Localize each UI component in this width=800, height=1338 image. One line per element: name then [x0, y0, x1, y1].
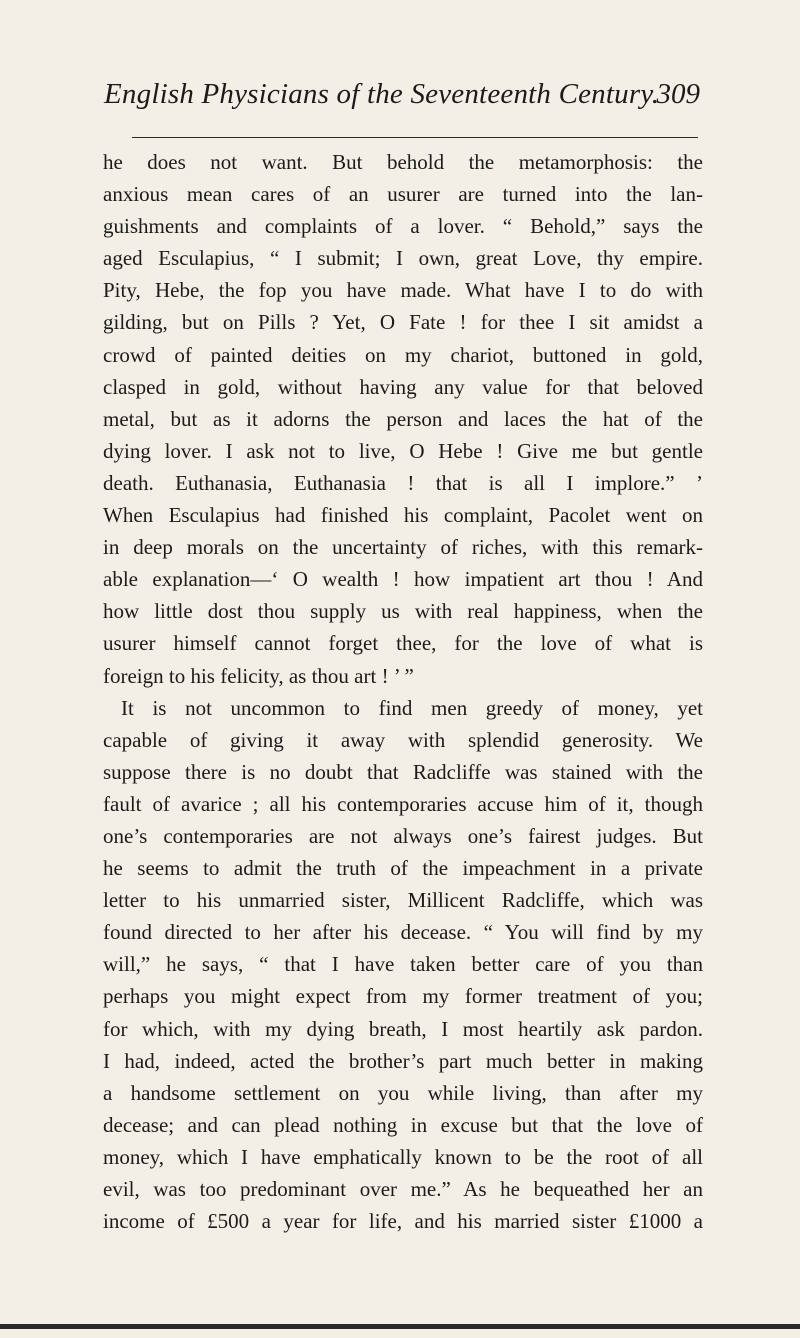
- text-line: suppose there is no doubt that Radcliffe was stained with the: [103, 759, 703, 784]
- header-rule: [132, 137, 698, 138]
- text-line: guishments and complaints of a lover. “ Behold,” says the: [103, 214, 703, 239]
- text-line: dying lover. I ask not to live, O Hebe ! Give me but gentle: [103, 438, 703, 463]
- text-line: for which, with my dying breath, I most heartily ask pardon.: [103, 1016, 703, 1041]
- text-line: clasped in gold, without having any value for that beloved: [103, 374, 703, 399]
- text-line: decease; and can plead nothing in excuse but that the love of: [103, 1112, 703, 1137]
- text-line: how little dost thou supply us with real happiness, when the: [103, 599, 703, 624]
- text-line: he does not want. But behold the metamorphosis: the: [103, 150, 703, 174]
- text-line: metal, but as it adorns the person and laces the hat of the: [103, 406, 703, 431]
- text-line: anxious mean cares of an usurer are turned into the lan-: [103, 182, 703, 207]
- text-line: foreign to his felicity, as thou art ! ’ ”: [103, 663, 414, 688]
- text-line: aged Esculapius, “ I submit; I own, great Love, thy empire.: [103, 246, 703, 271]
- text-line: evil, was too predominant over me.” As he bequeathed her an: [103, 1177, 703, 1201]
- body-text: [103, 146, 703, 1237]
- text-line: gilding, but on Pills ? Yet, O Fate ! for thee I sit amidst a: [103, 310, 703, 335]
- text-line: a handsome settlement on you while living, than after my: [103, 1080, 703, 1105]
- text-line: income of £500 a year for life, and his married sister £1000 a: [103, 1209, 703, 1234]
- text-line: capable of giving it away with splendid generosity. We: [103, 727, 703, 752]
- text-line: usurer himself cannot forget thee, for the love of what is: [103, 631, 703, 656]
- page-edge-rule: [0, 1324, 800, 1329]
- text-line: found directed to her after his decease. “ You will find by my: [103, 920, 703, 945]
- text-line: crowd of painted deities on my chariot, buttoned in gold,: [103, 342, 703, 367]
- text-line: I had, indeed, acted the brother’s part much better in making: [103, 1048, 703, 1073]
- text-line: in deep morals on the uncertainty of riches, with this remark-: [103, 535, 703, 560]
- page-number: 309: [656, 78, 700, 110]
- running-head: [104, 78, 700, 136]
- running-title: English Physicians of the Seventeenth Century.: [104, 78, 660, 110]
- text-line: letter to his unmarried sister, Millicent Radcliffe, which was: [103, 888, 703, 913]
- text-line: will,” he says, “ that I have taken better care of you than: [103, 952, 703, 977]
- text-line: he seems to admit the truth of the impeachment in a private: [103, 856, 703, 881]
- text-line: Pity, Hebe, the fop you have made. What have I to do with: [103, 278, 703, 303]
- text-line: able explanation—‘ O wealth ! how impatient art thou ! And: [103, 567, 703, 592]
- text-line: death. Euthanasia, Euthanasia ! that is all I implore.” ’: [103, 470, 703, 495]
- text-line: fault of avarice ; all his contemporaries accuse him of it, though: [103, 791, 703, 816]
- text-line: When Esculapius had finished his complaint, Pacolet went on: [103, 503, 703, 528]
- text-line: one’s contemporaries are not always one’s fairest judges. But: [103, 823, 703, 848]
- text-line: perhaps you might expect from my former treatment of you;: [103, 984, 703, 1009]
- text-line: It is not uncommon to find men greedy of money, yet: [121, 695, 703, 720]
- text-line: money, which I have emphatically known to be the root of all: [103, 1144, 703, 1169]
